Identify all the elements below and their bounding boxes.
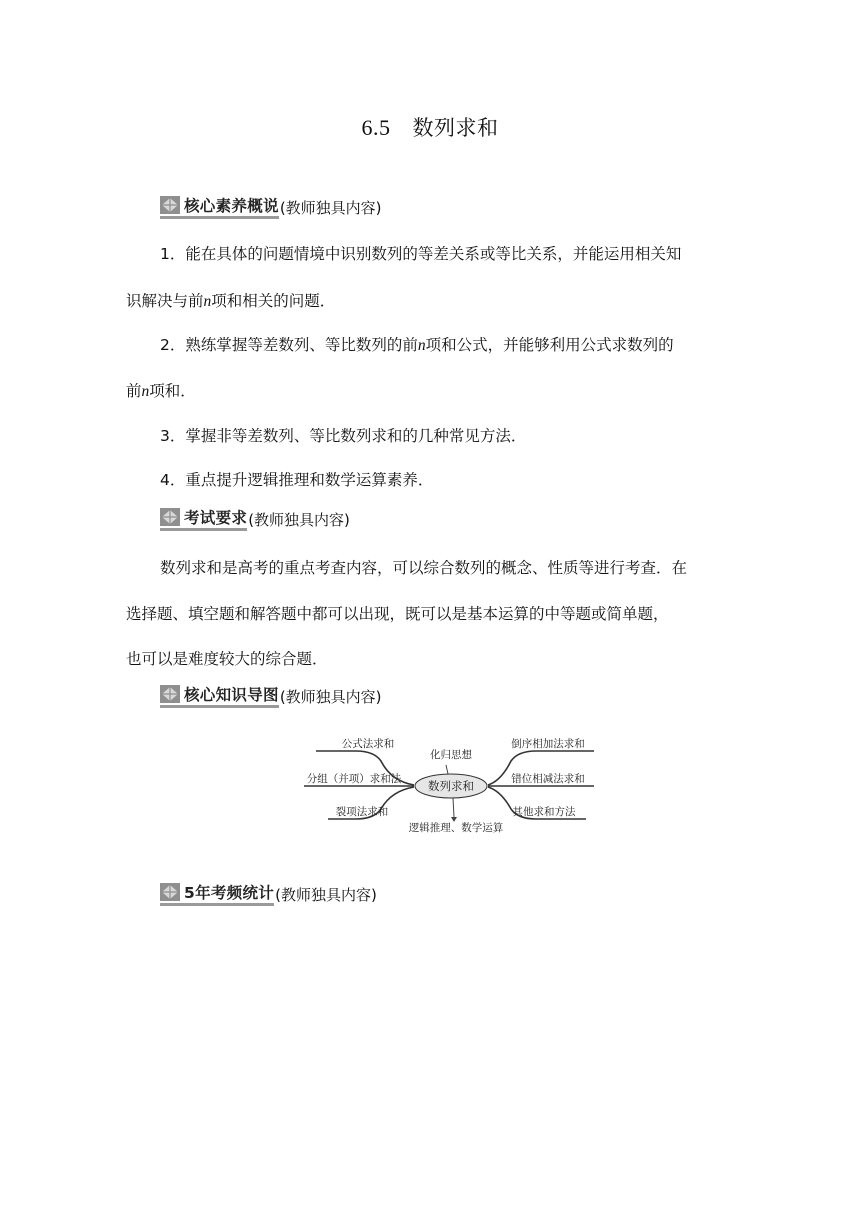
section-number: 6.5	[361, 115, 391, 140]
right-label-2: 错位相减法求和	[511, 773, 585, 785]
section-core-literacy	[160, 193, 382, 219]
core-item-text: 项和公式，并能够利用公式求数列的	[425, 336, 674, 354]
diamond-grid-icon	[160, 196, 180, 214]
section-badge	[160, 506, 247, 531]
exam-text-line-1: 数列求和是高考的重点考查内容，可以综合数列的概念、性质等进行考查．在	[160, 559, 688, 577]
variable-n: n	[141, 383, 150, 400]
core-item-text: 识解决与前	[126, 292, 204, 310]
core-item-text: 2．熟练掌握等差数列、等比数列的前	[160, 336, 418, 354]
core-item-3: 3．掌握非等差数列、等比数列求和的几种常见方法．	[160, 427, 527, 445]
branch-line	[446, 765, 448, 774]
core-item-2-cont	[126, 379, 196, 401]
left-label-2: 分组（并项）求和法	[306, 773, 402, 785]
core-item-text: 项和．	[149, 382, 196, 400]
core-item-text: 项和相关的问题．	[211, 292, 336, 310]
branch-line	[453, 798, 454, 817]
section-note: (教师独具内容)	[279, 199, 382, 217]
section-badge	[160, 881, 274, 906]
exam-text-line-3: 也可以是难度较大的综合题．	[126, 650, 328, 668]
section-exam-requirements	[160, 505, 350, 531]
core-item-4: 4．重点提升逻辑推理和数学运算素养．	[160, 471, 434, 489]
section-note: (教师独具内容)	[279, 688, 382, 706]
core-item-1-cont	[126, 289, 335, 311]
core-item-text: 1．能在具体的问题情境中识别数列的等差关系或等比关系，并能运用相关知	[160, 245, 682, 263]
diamond-grid-icon	[160, 883, 180, 901]
page-title	[0, 112, 860, 142]
core-item-text: 前	[126, 382, 142, 400]
section-mind-map	[160, 682, 382, 708]
bottom-label: 逻辑推理、数学运算	[408, 822, 504, 834]
core-item-1	[160, 242, 681, 264]
section-badge	[160, 194, 279, 219]
exam-text-line-2: 选择题、填空题和解答题中都可以出现，既可以是基本运算的中等题或简单题，	[126, 605, 669, 623]
left-label-1: 公式法求和	[341, 738, 395, 750]
section-badge	[160, 683, 279, 708]
left-label-3: 裂项法求和	[335, 806, 389, 818]
core-item-2	[160, 333, 674, 355]
variable-n: n	[203, 293, 212, 310]
section-label: 考试要求	[184, 509, 248, 527]
section-label: 核心知识导图	[184, 686, 279, 704]
diamond-grid-icon	[160, 685, 180, 703]
section-label: 5年考频统计	[184, 884, 275, 902]
right-label-3: 其他求和方法	[512, 806, 576, 818]
section-note: (教师独具内容)	[275, 886, 377, 904]
variable-n: n	[417, 337, 426, 354]
mind-map-diagram	[296, 731, 598, 841]
section-frequency-stats	[160, 880, 377, 906]
section-title: 数列求和	[412, 116, 499, 140]
section-note: (教师独具内容)	[248, 511, 350, 529]
center-label: 数列求和	[428, 779, 474, 793]
section-label: 核心素养概说	[184, 197, 279, 215]
top-label: 化归思想	[430, 749, 472, 761]
diamond-grid-icon	[160, 508, 180, 526]
right-label-1: 倒序相加法求和	[511, 738, 585, 750]
